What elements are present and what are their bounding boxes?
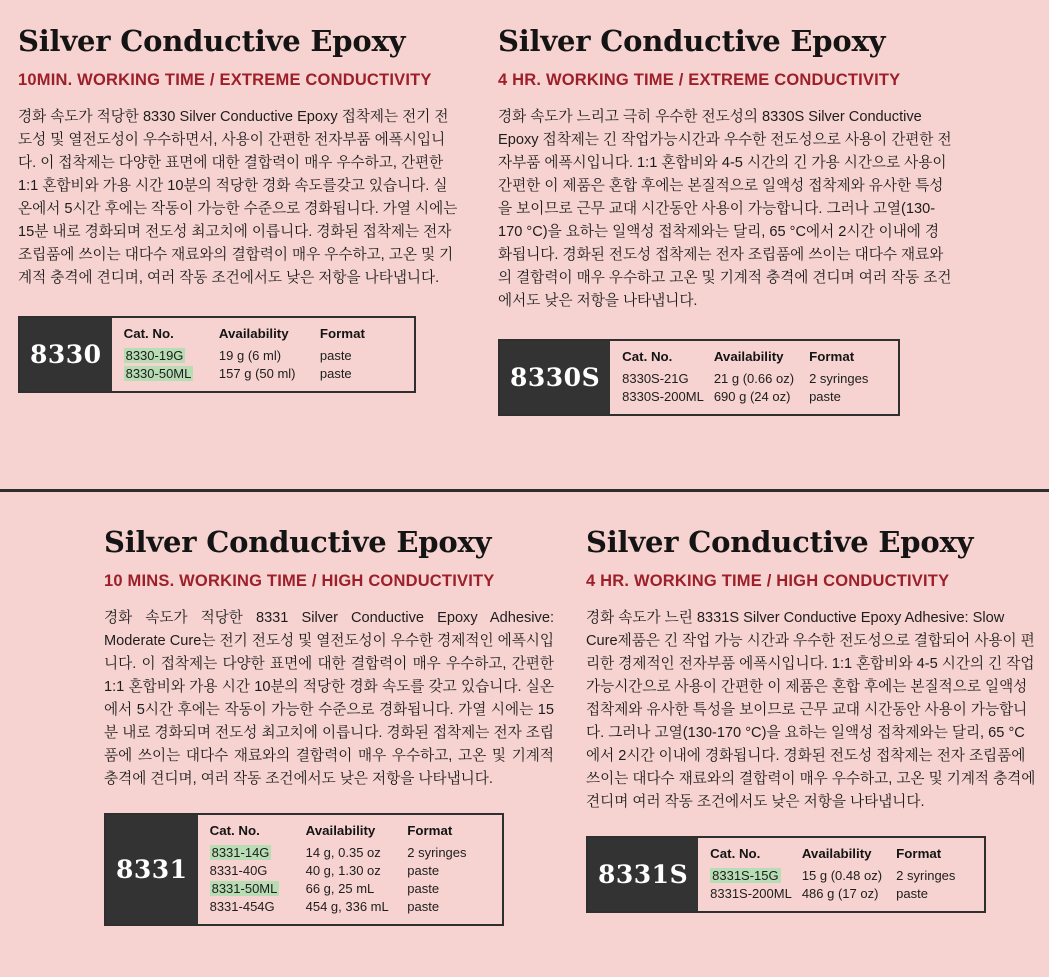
cell-cat-no: [710, 867, 802, 885]
column-header-format: Format: [896, 846, 942, 862]
table-row: [210, 898, 492, 916]
column-header-cat-no: Cat. No.: [710, 846, 761, 862]
column-header-cat-no: Cat. No.: [123, 326, 174, 342]
page-title: Silver Conductive Epoxy: [586, 525, 974, 559]
column-header-availability: Availability: [218, 326, 289, 342]
cell-cat-no: [124, 347, 219, 365]
cat-no-value: 8331-14G: [211, 845, 270, 861]
cell-format: paste: [407, 863, 440, 879]
product-code-badge: 8331: [106, 815, 198, 924]
cell-format: paste: [319, 348, 352, 364]
cell-format: 2 syringes: [896, 868, 956, 884]
table-row: [124, 347, 404, 365]
product-code-badge: 8330: [20, 318, 112, 391]
cat-no-value: 8331-50ML: [211, 881, 278, 897]
cell-availability: 21 g (0.66 oz): [713, 371, 795, 387]
product-code-badge: 8330S: [500, 341, 610, 414]
cell-availability: 454 g, 336 mL: [305, 899, 389, 915]
cell-cat-no: 8331-40G: [209, 863, 268, 879]
spec-table-8331: [104, 813, 504, 926]
table-header-row: [710, 846, 974, 867]
page-title: Silver Conductive Epoxy: [18, 24, 406, 58]
cell-format: paste: [407, 899, 440, 915]
cat-no-value: 8330-19G: [125, 348, 184, 364]
cell-availability: 40 g, 1.30 oz: [305, 863, 381, 879]
spec-table-8330s: [498, 339, 900, 416]
product-subtitle: 10MIN. WORKING TIME / EXTREME CONDUCTIVITY: [18, 70, 432, 89]
table-header-row: [124, 326, 404, 347]
table-row: [622, 388, 888, 406]
spec-grid: [698, 838, 984, 911]
cell-format: paste: [407, 881, 440, 897]
cell-format: 2 syringes: [407, 845, 467, 861]
cell-cat-no: [210, 844, 306, 862]
page-title: Silver Conductive Epoxy: [104, 525, 492, 559]
cell-cat-no: 8331-454G: [209, 899, 275, 915]
cell-availability: 486 g (17 oz): [801, 886, 879, 902]
product-panel-8330s: [492, 0, 1049, 416]
cell-availability: 14 g, 0.35 oz: [305, 845, 381, 861]
table-header-row: [622, 349, 888, 370]
page-title: Silver Conductive Epoxy: [498, 24, 886, 58]
cell-availability: 690 g (24 oz): [713, 389, 791, 405]
table-row: [124, 365, 404, 383]
product-panel-8331: [86, 505, 556, 926]
spec-table-8331s: [586, 836, 986, 913]
section-divider: [0, 489, 1049, 492]
cell-availability: 15 g (0.48 oz): [801, 868, 883, 884]
cell-availability: 157 g (50 ml): [218, 366, 296, 382]
column-header-format: Format: [407, 823, 453, 839]
cell-cat-no: [210, 880, 306, 898]
cell-cat-no: 8330S-200ML: [622, 389, 704, 405]
cat-no-value: 8331S-15G: [712, 868, 779, 884]
product-subtitle: 4 HR. WORKING TIME / HIGH CONDUCTIVITY: [586, 571, 950, 590]
cell-availability: 19 g (6 ml): [218, 348, 282, 364]
product-panel-8330: [0, 0, 492, 393]
product-description: 경화 속도가 느리고 극히 우수한 전도성의 8330S Silver Conductive Epoxy 접착제는 긴 작업가능시간과 우수한 전도성으로 사용이 간편한 전자부품 에폭시입니다. 1:1 혼합비와 4-5 시간의 긴 가용 시간으로 사용이 간편한 이 제품은 혼합 후에는 본질적으로 일액성 접착제와 유사한 특성을 보이므로 근무 교대 시간동안 사용이 가능합니다. 그러나 고열(130-170 °C)을 요하는 일액성 접착제와는 달리, 65 °C에서 2시간 이내에 경화됩니다. 경화된 전도성 접착제는 전자 조립품에 쓰이는 대다수 재료와의 결합력이 매우 우수하고 고온 및 기계적 충격에 견디며 여러 작동 조건에서도 낮은 저항을 나타냅니다.: [498, 108, 952, 310]
spec-grid: [610, 341, 898, 414]
column-header-format: Format: [319, 326, 365, 342]
table-row: [210, 880, 492, 898]
table-row: [210, 862, 492, 880]
cell-format: paste: [809, 389, 841, 405]
product-description: 경화 속도가 느린 8331S Silver Conductive Epoxy Adhesive: Slow Cure제품은 긴 작업 가능 시간과 우수한 전도성으로 결합되어 사용이 편리한 경제적인 전자부품 에폭시입니다. 1:1 혼합비와 4-5 시간의 긴 작업 가능시간으로 사용이 간편한 이 제품은 혼합 후에는 본질적으로 일액성 접착제와 유사한 특성을 보이므로 근무 교대 시간동안 사용이 가능합니다. 그러나 고열(130-170 °C)을 요하는 일액성 접착제와는 달리, 65 °C에서 2시간 이내에 경화됩니다. 경화된 전도성 접착제는 전자 조립품에 쓰이는 대다수 재료와의 결합력이 매우 우수하고, 고온 및 기계적 충격에 견디며 여러 작동 조건에서도 낮은 저항을 나타냅니다.: [586, 609, 1036, 811]
product-description: 경화 속도가 적당한 8330 Silver Conductive Epoxy 접착제는 전기 전도성 및 열전도성이 우수하면서, 사용이 간편한 전자부품 에폭시입니다. 이 접착제는 다양한 표면에 대한 결합력이 매우 우수하고, 간편한 1:1 혼합비와 가용 시간 10분의 적당한 경화 속도를갖고 있습니다. 실온에서 5시간 후에는 작동이 가능한 수준으로 경화됩니다. 가열 시에는 15분 내로 경화되며 전도성 최고치에 이릅니다. 경화된 접착제는 전자 조립품에 쓰이는 대다수 재료와의 결합력이 매우 우수하고, 고온 및 기계적 충격에 견디며, 여러 작동 조건에서도 낮은 저항을 나타냅니다.: [18, 108, 458, 287]
product-code-badge: 8331S: [588, 838, 698, 911]
spec-table-8330: [18, 316, 416, 393]
column-header-availability: Availability: [305, 823, 376, 839]
spec-grid: [112, 318, 414, 391]
product-description: 경화 속도가 적당한 8331 Silver Conductive Epoxy Adhesive: Moderate Cure는 전기 전도성 및 열전도성이 우수한 경제적인 에폭시입니다. 이 접착제는 다양한 표면에 대한 결합력이 매우 우수하고, 간편한 1:1 혼합비와 가용 시간 10분의 적당한 경화 속도를 갖고 있습니다. 실온에서 5시간 후에는 작동이 가능한 수준으로 경화됩니다. 가열 시에는 15분 내로 경화되며 전도성 최고치에 이릅니다. 경화된 접착제는 전자 조립품에 쓰이는 대다수 재료와의 결합력이 매우 우수하고, 고온 및 기계적 충격에 견디며, 여러 작동 조건에서도 낮은 저항을 나타냅니다.: [104, 609, 554, 788]
cat-no-value: 8330-50ML: [125, 366, 192, 382]
cell-format: paste: [319, 366, 352, 382]
cell-availability: 66 g, 25 mL: [305, 881, 375, 897]
product-subtitle: 10 MINS. WORKING TIME / HIGH CONDUCTIVITY: [104, 571, 495, 590]
table-row: [710, 885, 974, 903]
product-subtitle: 4 HR. WORKING TIME / EXTREME CONDUCTIVITY: [498, 70, 901, 89]
column-header-availability: Availability: [801, 846, 872, 862]
cell-cat-no: 8331S-200ML: [710, 886, 792, 902]
table-row: [622, 370, 888, 388]
cell-cat-no: 8330S-21G: [622, 371, 689, 387]
cell-format: paste: [896, 886, 928, 902]
column-header-cat-no: Cat. No.: [622, 349, 673, 365]
product-panel-8331s: [570, 505, 1049, 913]
column-header-cat-no: Cat. No.: [209, 823, 260, 839]
column-header-format: Format: [809, 349, 855, 365]
cell-cat-no: [124, 365, 219, 383]
cell-format: 2 syringes: [809, 371, 869, 387]
spec-grid: [198, 815, 502, 924]
table-header-row: [210, 823, 492, 844]
table-row: [710, 867, 974, 885]
column-header-availability: Availability: [713, 349, 784, 365]
table-row: [210, 844, 492, 862]
